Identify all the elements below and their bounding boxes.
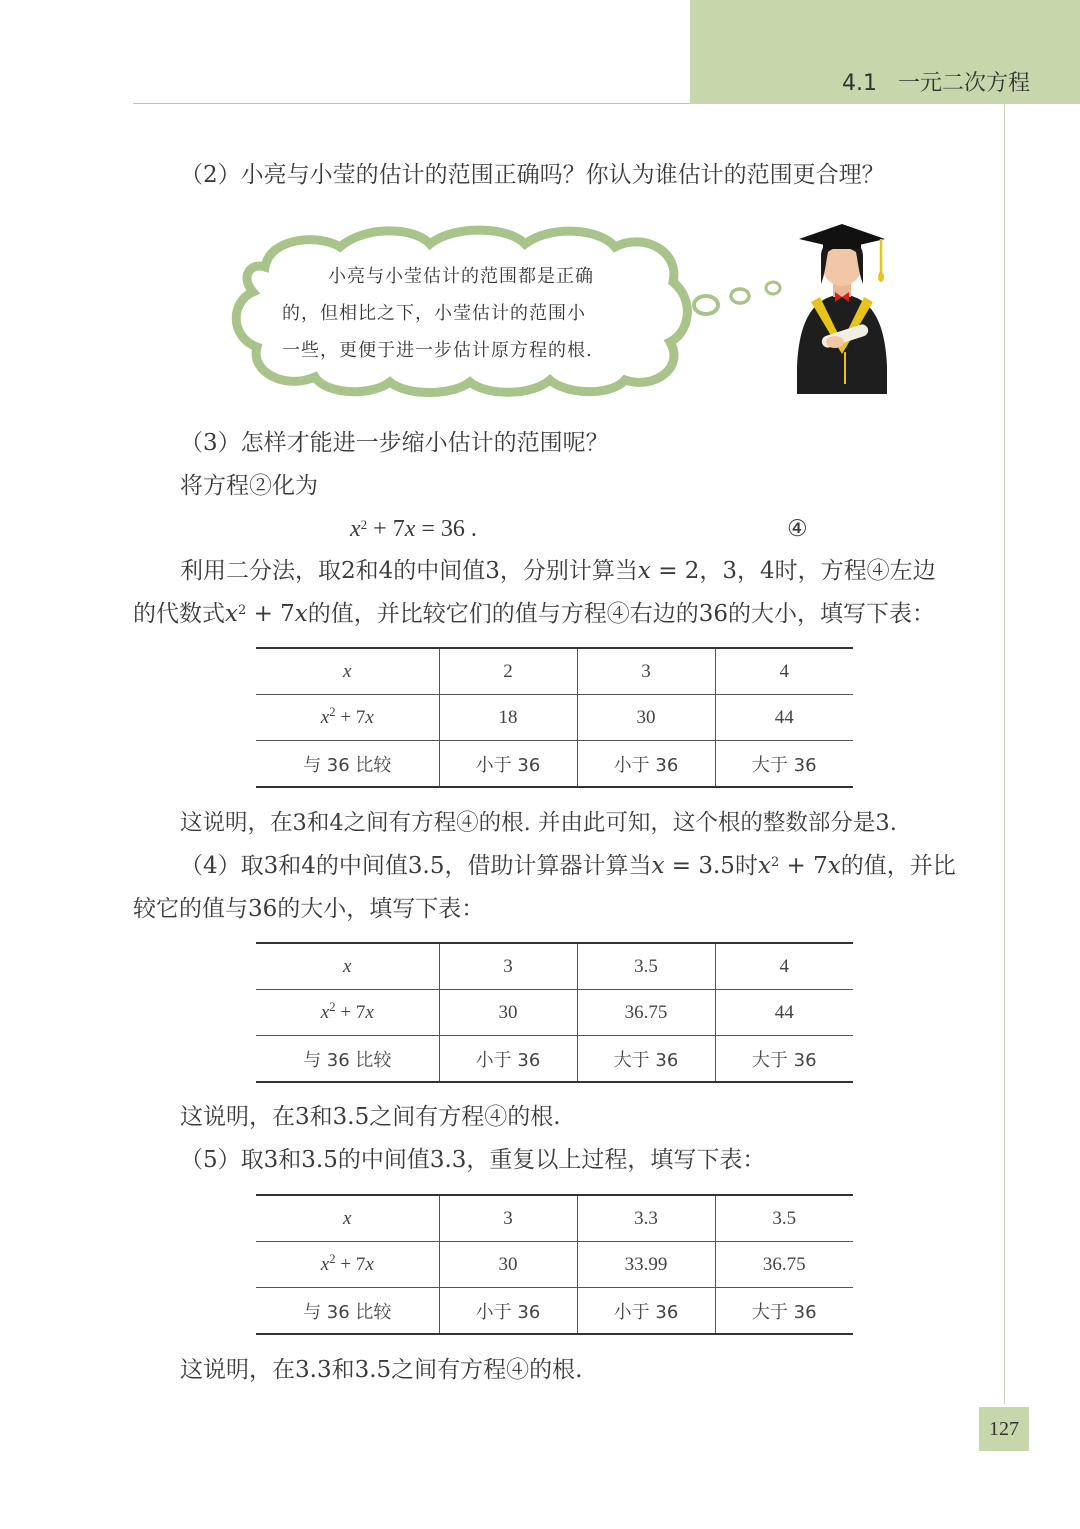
table-row [256, 1288, 853, 1335]
table-cell: 小于 36 [577, 741, 715, 788]
table-row [256, 1195, 853, 1242]
table-cell: 30 [577, 695, 715, 741]
speech-line-1: 小亮与小莹估计的范围都是正确 [328, 266, 594, 287]
table-row [256, 990, 853, 1036]
page-number: 127 [979, 1407, 1029, 1451]
speech-line-2: 的，但相比之下，小莹估计的范围小 [282, 303, 586, 324]
table-cell: 小于 36 [439, 741, 577, 788]
row-header-x: x [256, 648, 439, 695]
bisection-line-2: 的代数式$x^2 + 7x$的值，并比较它们的值与方程④右边的36的大小，填写下表： [133, 601, 936, 627]
speech-line-3: 一些，更便于进一步估计原方程的根. [282, 340, 593, 361]
table-cell: 小于 36 [439, 1288, 577, 1335]
section-title: 一元二次方程 [897, 71, 1030, 96]
question-4-line-2: 较它的值与36的大小，填写下表： [133, 896, 485, 922]
equation-4: $x^2 + 7x = 36$ . [350, 516, 477, 542]
bisection-table-3 [256, 1194, 853, 1335]
table-cell: 3.3 [577, 1195, 715, 1242]
table-cell: 小于 36 [439, 1036, 577, 1083]
table-cell: 3.5 [577, 943, 715, 990]
row-header-x: x [256, 943, 439, 990]
table-row [256, 695, 853, 741]
bisection-line-1: 利用二分法，取2和4的中间值3，分别计算当x = 2，3，4时，方程④左边 [180, 558, 936, 584]
equation-marker: ④ [787, 516, 808, 542]
table-cell: 3 [439, 943, 577, 990]
table-row [256, 943, 853, 990]
row-header-compare: 与 36 比较 [256, 741, 439, 788]
table-row [256, 648, 853, 695]
table-cell: 30 [439, 990, 577, 1036]
table-cell: 大于 36 [715, 1036, 853, 1083]
question-4-line-1: （4）取3和4的中间值3.5，借助计算器计算当x = 3.5时$x^2 + 7x$的值，并比 [180, 853, 956, 879]
question-2: （2）小亮与小莹的估计的范围正确吗？你认为谁估计的范围更合理？ [180, 162, 885, 188]
conclusion-3: 这说明，在3.3和3.5之间有方程④的根. [180, 1357, 583, 1383]
table-row [256, 1242, 853, 1288]
margin-divider [1004, 104, 1005, 1404]
table-cell: 3.5 [715, 1195, 853, 1242]
thought-bubble-medium [731, 289, 749, 303]
table-cell: 3 [577, 648, 715, 695]
chapter-header [690, 66, 1030, 97]
row-header-expression: $x^2 + 7x$ [256, 990, 439, 1036]
question-3: （3）怎样才能进一步缩小估计的范围呢？ [180, 430, 609, 456]
thought-bubble-small [766, 282, 780, 294]
table-cell: 36.75 [577, 990, 715, 1036]
table-row [256, 741, 853, 788]
row-header-compare: 与 36 比较 [256, 1288, 439, 1335]
table-cell: 4 [715, 943, 853, 990]
table-cell: 44 [715, 990, 853, 1036]
conclusion-2: 这说明，在3和3.5之间有方程④的根. [180, 1104, 561, 1130]
section-number: 4.1 [842, 71, 877, 96]
question-5: （5）取3和3.5的中间值3.3，重复以上过程，填写下表： [180, 1147, 766, 1173]
table-cell: 18 [439, 695, 577, 741]
row-header-x: x [256, 1195, 439, 1242]
table-cell: 2 [439, 648, 577, 695]
bisection-table-2 [256, 942, 853, 1083]
table-cell: 大于 36 [577, 1036, 715, 1083]
row-header-expression: $x^2 + 7x$ [256, 1242, 439, 1288]
table-cell: 44 [715, 695, 853, 741]
table-cell: 大于 36 [715, 741, 853, 788]
thought-bubble-large [694, 296, 718, 314]
thought-bubbles [690, 278, 790, 323]
table-cell: 小于 36 [577, 1288, 715, 1335]
table-row [256, 1036, 853, 1083]
table-cell: 33.99 [577, 1242, 715, 1288]
table-cell: 36.75 [715, 1242, 853, 1288]
row-header-expression: $x^2 + 7x$ [256, 695, 439, 741]
transform-intro: 将方程②化为 [180, 473, 318, 499]
table-cell: 3 [439, 1195, 577, 1242]
row-header-compare: 与 36 比较 [256, 1036, 439, 1083]
bisection-table-1 [256, 647, 853, 788]
conclusion-1: 这说明，在3和4之间有方程④的根. 并由此可知，这个根的整数部分是3. [180, 810, 897, 836]
graduate-student-illustration [785, 222, 900, 394]
table-cell: 大于 36 [715, 1288, 853, 1335]
table-cell: 30 [439, 1242, 577, 1288]
table-cell: 4 [715, 648, 853, 695]
header-divider [133, 103, 690, 104]
